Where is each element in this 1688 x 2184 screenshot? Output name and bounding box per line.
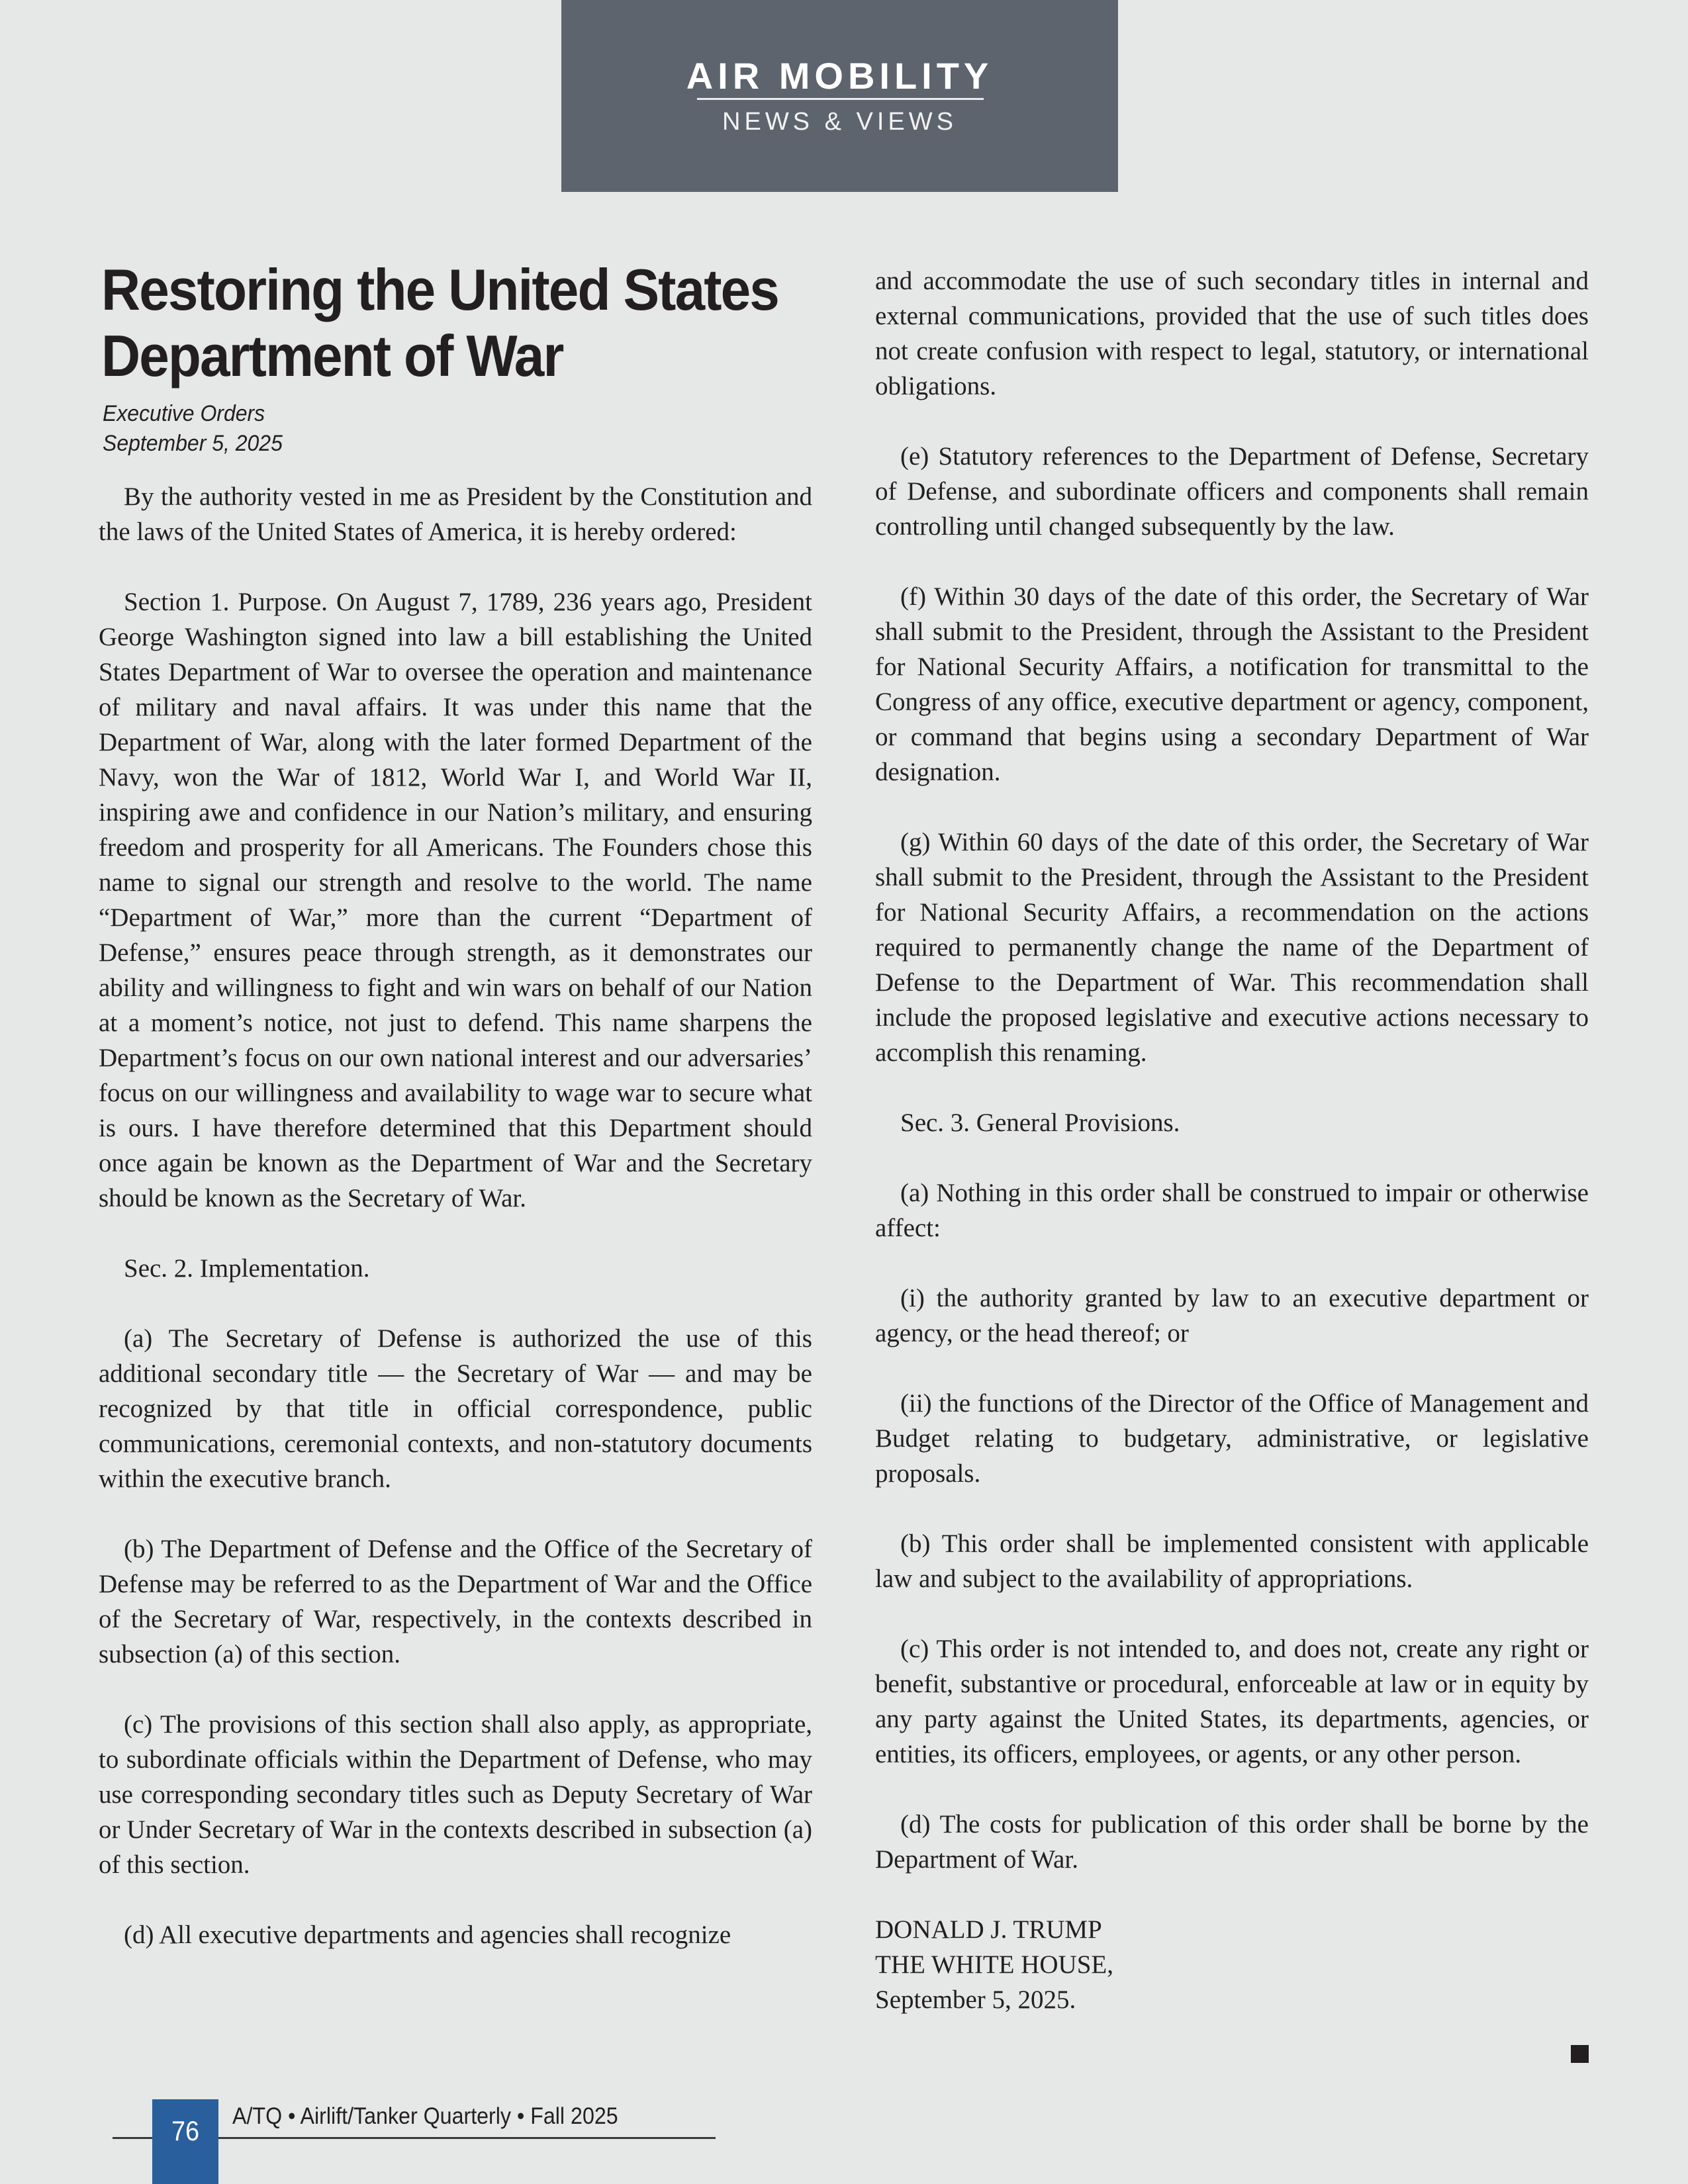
section-title-underline: [697, 98, 984, 100]
section-3a-i-paragraph: (i) the authority granted by law to an executive department or agency, or the head thereof; or: [875, 1284, 1589, 1347]
page-number-box: [152, 2099, 218, 2184]
article-date: September 5, 2025: [103, 431, 283, 456]
section-2b-paragraph: (b) The Department of Defense and the Office of the Secretary of Defense may be referred to as the Department of War and the Office of the Secretary of War, respectively, in the contexts described in subsection (a) of this section.: [99, 1535, 812, 1668]
section-3d-paragraph: (d) The costs for publication of this order shall be borne by the Department of War.: [875, 1810, 1589, 1874]
signature-place: THE WHITE HOUSE,: [875, 1950, 1113, 1979]
left-column: [99, 479, 812, 1952]
section-2f-paragraph: (f) Within 30 days of the date of this order, the Secretary of War shall submit to the President, through the Assistant to the President for National Security Affairs, a notification for transmittal to the Congress of any office, executive department or agency, component, or command that begins using a secondary Department of War designation.: [875, 582, 1589, 786]
section-2c-paragraph: (c) The provisions of this section shall also apply, as appropriate, to subordinate officials within the Department of Defense, who may use corresponding secondary titles such as Deputy Secretary of War or Under Secretary of War in the contexts described in subsection (a) of this section.: [99, 1710, 812, 1879]
right-column: [875, 263, 1589, 2017]
article-meta: [103, 399, 283, 459]
section-2a-paragraph: (a) The Secretary of Defense is authorized the use of this additional secondary title — the Secretary of War — and may be recognized by that title in official correspondence, public communications, ceremonial contexts, and non-statutory documents within the executive branch.: [99, 1324, 812, 1493]
section-2-heading: Sec. 2. Implementation.: [124, 1254, 370, 1283]
section-2d-paragraph-continued: and accommodate the use of such secondary titles in internal and external communications, provided that the use of such titles does not create confusion with respect to legal, statutory, or international obligations.: [875, 267, 1589, 400]
publication-footer: A/TQ • Airlift/Tanker Quarterly • Fall 2025: [232, 2103, 618, 2129]
page-number: 76: [171, 2115, 200, 2146]
section-3b-paragraph: (b) This order shall be implemented consistent with applicable law and subject to the availability of appropriations.: [875, 1529, 1589, 1593]
section-3c-paragraph: (c) This order is not intended to, and does not, create any right or benefit, substantive or procedural, enforceable at law or in equity by any party against the United States, its departments, agencies, or entities, its officers, employees, or agents, or any other person.: [875, 1635, 1589, 1768]
section-2e-paragraph: (e) Statutory references to the Department of Defense, Secretary of Defense, and subordinate officers and components shall remain controlling until changed subsequently by the law.: [875, 442, 1589, 541]
section-banner: [561, 0, 1118, 192]
signature-block: [875, 1912, 1589, 2017]
preamble-paragraph: By the authority vested in me as President by the Constitution and the laws of the United States of America, it is hereby ordered:: [99, 482, 812, 546]
signatory-name: DONALD J. TRUMP: [875, 1915, 1102, 1944]
section-2d-paragraph-start: (d) All executive departments and agencies shall recognize: [124, 1921, 731, 1949]
section-1-paragraph: Section 1. Purpose. On August 7, 1789, 236 years ago, President George Washington signed into law a bill establishing the United States Department of War to oversee the operation and maintenance of military and naval affairs. It was under this name that the Department of War, along with the later formed Department of the Navy, won the War of 1812, World War I, and World War II, inspiring awe and confidence in our Nation’s military, and ensuring freedom and prosperity for all Americans. The Founders chose this name to signal our strength and resolve to the world. The name “Department of War,” more than the current “Department of Defense,” ensures peace through strength, as it demonstrates our ability and willingness to fight and win wars on behalf of our Nation at a moment’s notice, not just to defend. This name sharpens the Department’s focus on our own national interest and our adversaries’ focus on our willingness and availability to wage war to secure what is ours. I have therefore determined that this Department should once again be known as the Department of War and the Secretary should be known as the Secretary of War.: [99, 588, 812, 1212]
article-category: Executive Orders: [103, 401, 265, 426]
section-title: AIR MOBILITY: [686, 55, 994, 97]
section-3a-ii-paragraph: (ii) the functions of the Director of the Office of Management and Budget relating to budgetary, administrative, or legislative proposals.: [875, 1389, 1589, 1488]
section-3a-paragraph: (a) Nothing in this order shall be construed to impair or otherwise affect:: [875, 1179, 1589, 1242]
signature-date: September 5, 2025.: [875, 1985, 1076, 2014]
article-title: Restoring the United States Department of War: [101, 257, 778, 388]
section-3-heading: Sec. 3. General Provisions.: [900, 1109, 1180, 1137]
end-of-article-square-icon: [1571, 2045, 1589, 2063]
section-2g-paragraph: (g) Within 60 days of the date of this order, the Secretary of War shall submit to the President, through the Assistant to the President for National Security Affairs, a recommendation on the actions required to permanently change the name of the Department of Defense to the Department of War. This recommendation shall include the proposed legislative and executive actions necessary to accomplish this renaming.: [875, 828, 1589, 1067]
section-subtitle: NEWS & VIEWS: [722, 108, 957, 136]
